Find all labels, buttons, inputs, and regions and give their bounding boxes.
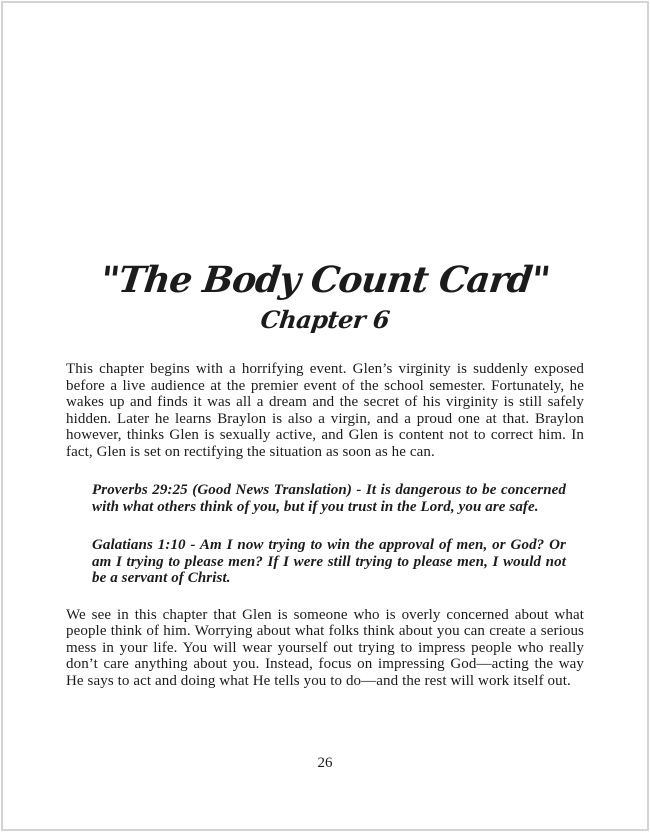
paragraph-commentary: We see in this chapter that Glen is someone who is overly concerned about what people think of him. Worrying about what folks think about you can create a serious mess in your life. You will wear yourself out trying to impress people who really don’t care anything about you. Instead, focus on impressing God—acting the way He says to act and doing what He tells you to do—and the rest will work itself out.: [66, 606, 584, 689]
scripture-quote-proverbs: Proverbs 29:25 (Good News Translation) - It is dangerous to be concerned with what others think of you, but if you trust in the Lord, you are safe.: [92, 482, 566, 515]
page-number: 26: [317, 755, 333, 771]
scripture-quote-galatians: Galatians 1:10 - Am I now trying to win the approval of men, or God? Or am I trying to please men? If I were still trying to please men, I would not be a servant of Christ.: [92, 537, 566, 586]
chapter-subtitle: Chapter 6: [259, 305, 392, 334]
paragraph-intro: This chapter begins with a horrifying event. Glen’s virginity is suddenly exposed before a live audience at the premier event of the school semester. Fortunately, he wakes up and finds it was all a dream and the secret of his virginity is still safely hidden. Later he learns Braylon is also a virgin, and a proud one at that. Braylon however, thinks Glen is sexually active, and Glen is content not to correct him. In fact, Glen is set on rectifying the situation as soon as he can.: [66, 361, 584, 460]
page-content: [66, 0, 584, 689]
chapter-title: "The Body Count Card": [98, 259, 552, 301]
